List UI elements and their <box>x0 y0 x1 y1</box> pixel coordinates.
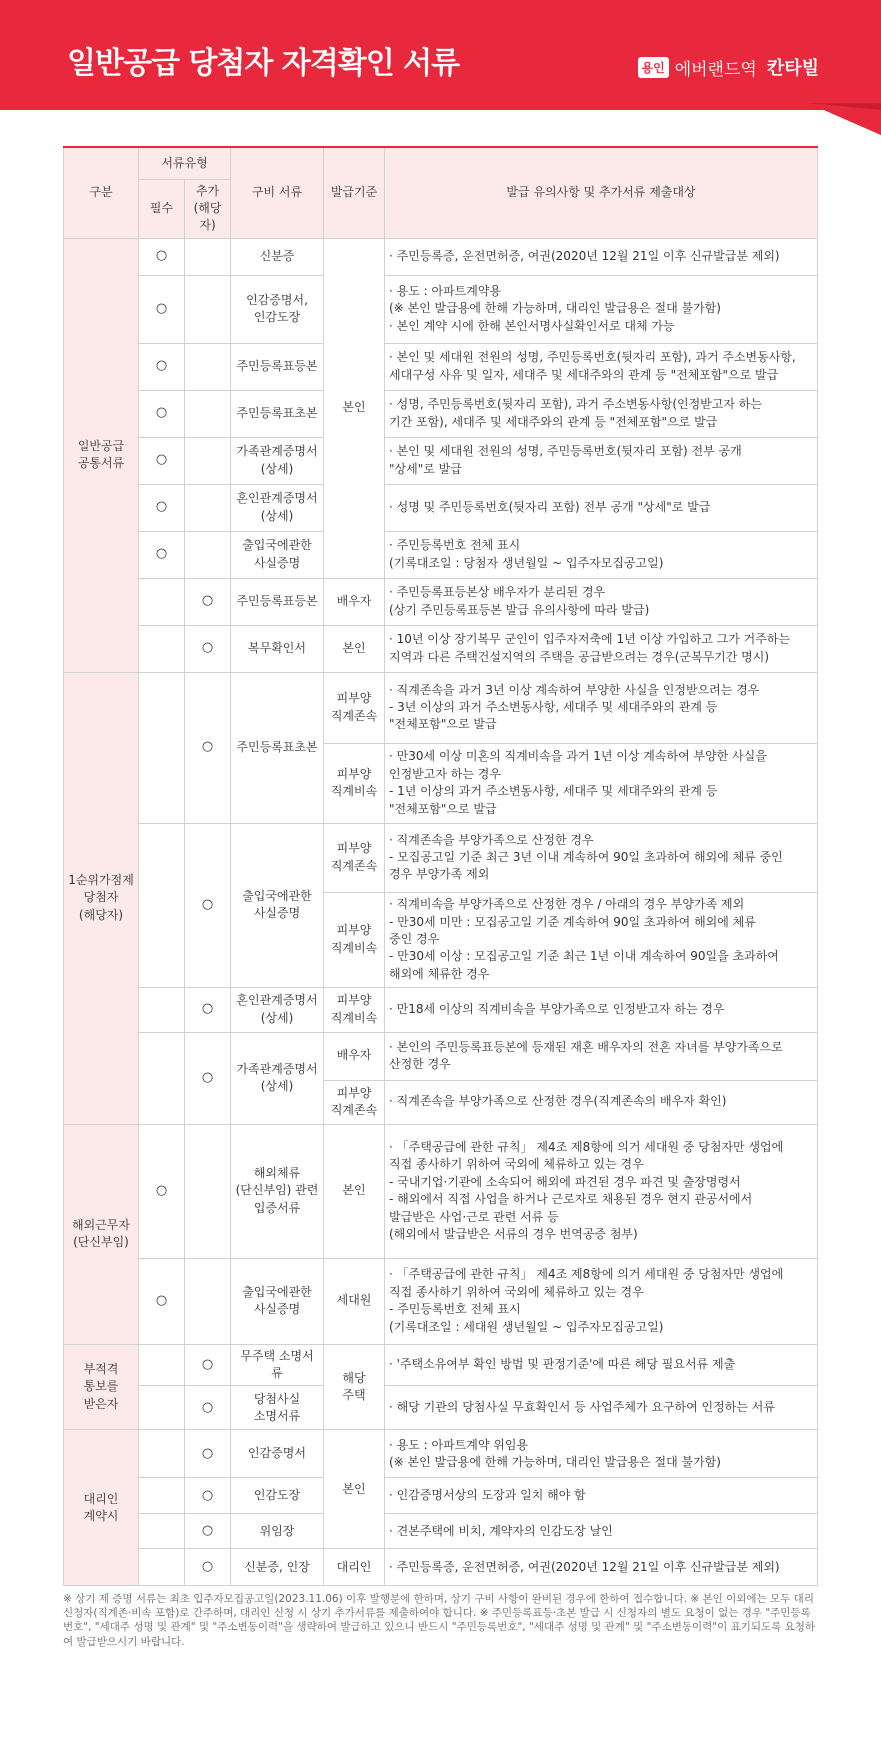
note: · 직계존속을 부양가족으로 산정한 경우 - 모집공고일 기준 최근 3년 이내 계속하여 90일 초과하여 해외에 체류 중인 경우 부양가족 제외 <box>385 823 818 892</box>
required-mark: ○ <box>139 390 185 437</box>
document-name: 신분증, 인장 <box>231 1549 324 1586</box>
additional-mark: ○ <box>185 625 231 672</box>
required-mark <box>139 823 185 987</box>
required-mark <box>139 672 185 823</box>
document-name: 주민등록표초본 <box>231 390 324 437</box>
additional-mark <box>185 275 231 343</box>
brand-name-bold: 칸타빌 <box>766 58 819 79</box>
additional-mark: ○ <box>185 1549 231 1586</box>
required-mark <box>139 987 185 1032</box>
required-mark <box>139 1032 185 1124</box>
required-mark: ○ <box>139 238 185 275</box>
header-issue-basis: 발급기준 <box>324 147 385 238</box>
document-name: 출입국에관한 사실증명 <box>231 823 324 987</box>
additional-mark: ○ <box>185 823 231 987</box>
section-label: 일반공급 공통서류 <box>64 238 139 672</box>
document-name: 가족관계증명서 (상세) <box>231 437 324 484</box>
section-label: 부적격 통보를 받은자 <box>64 1344 139 1430</box>
document-name: 주민등록표등본 <box>231 343 324 390</box>
note: · 해당 기관의 당첨사실 무효확인서 등 사업주체가 요구하여 인정하는 서류 <box>385 1386 818 1430</box>
section-label: 1순위가점제 당첨자 (해당자) <box>64 672 139 1124</box>
additional-mark: ○ <box>185 1386 231 1430</box>
issue-basis: 본인 <box>324 238 385 578</box>
note: · 주민등록표등본상 배우자가 분리된 경우 (상기 주민등록표등본 발급 유의사항에 따라 발급) <box>385 578 818 625</box>
note: · 주민등록번호 전체 표시 (기록대조일 : 당첨자 생년월일 ~ 입주자모집공고일) <box>385 531 818 578</box>
document-name: 무주택 소명서류 <box>231 1344 324 1386</box>
issue-basis: 본인 <box>324 625 385 672</box>
issue-basis: 배우자 <box>324 1032 385 1080</box>
note: · '주택소유여부 확인 방법 및 판정기준'에 따른 해당 필요서류 제출 <box>385 1344 818 1386</box>
issue-basis: 피부양 직계비속 <box>324 892 385 987</box>
issue-basis: 피부양 직계존속 <box>324 672 385 743</box>
document-name: 복무확인서 <box>231 625 324 672</box>
brand-name: 에버랜드역 <box>674 59 757 80</box>
document-name: 인감도장 <box>231 1478 324 1514</box>
required-mark: ○ <box>139 1258 185 1344</box>
page-header <box>0 0 881 135</box>
required-mark: ○ <box>139 437 185 484</box>
document-name: 주민등록표등본 <box>231 578 324 625</box>
additional-mark <box>185 484 231 531</box>
section-label: 대리인 계약시 <box>64 1430 139 1586</box>
brand-badge: 용인 <box>638 57 669 78</box>
note: · 성명 및 주민등록번호(뒷자리 포함) 전부 공개 "상세"로 발급 <box>385 484 818 531</box>
note: · 「주택공급에 관한 규칙」 제4조 제8항에 의거 세대원 중 당첨자만 생업에 직접 종사하기 위하여 국외에 체류하고 있는 경우 - 주민등록번호 전체 표시 (기록대조일 : 세대원 생년월일 ~ 입주자모집공고일) <box>385 1258 818 1344</box>
required-mark <box>139 1514 185 1549</box>
additional-mark <box>185 1124 231 1258</box>
note: · 만30세 이상 미혼의 직계비속을 과거 1년 이상 계속하여 부양한 사실을 인정받고자 하는 경우 - 1년 이상의 과거 주소변동사항, 세대주 및 세대주와의 관계 등 "전체포함"으로 발급 <box>385 743 818 823</box>
note: · 주민등록증, 운전면허증, 여권(2020년 12월 21일 이후 신규발급분 제외) <box>385 1549 818 1586</box>
issue-basis: 대리인 <box>324 1549 385 1586</box>
note: · 10년 이상 장기복무 군인이 입주자저축에 1년 이상 가입하고 그가 거주하는 지역과 다른 주택건설지역의 주택을 공급받으려는 경우(군복무기간 명시) <box>385 625 818 672</box>
additional-mark: ○ <box>185 1430 231 1478</box>
note: · 본인 및 세대원 전원의 성명, 주민등록번호(뒷자리 포함), 과거 주소변동사항, 세대구성 사유 및 일자, 세대주 및 세대주와의 관계 등 "전체포함"으로 발급 <box>385 343 818 390</box>
note: · 직계존속을 과거 3년 이상 계속하여 부양한 사실을 인정받으려는 경우 - 3년 이상의 과거 주소변동사항, 세대주 및 세대주와의 관계 등 "전체포함"으로 발급 <box>385 672 818 743</box>
required-mark <box>139 1478 185 1514</box>
additional-mark: ○ <box>185 1344 231 1386</box>
additional-mark: ○ <box>185 578 231 625</box>
note: · 본인의 주민등록표등본에 등재된 재혼 배우자의 전혼 자녀를 부양가족으로 산정한 경우 <box>385 1032 818 1080</box>
additional-mark <box>185 437 231 484</box>
issue-basis: 배우자 <box>324 578 385 625</box>
note: · 「주택공급에 관한 규칙」 제4조 제8항에 의거 세대원 중 당첨자만 생업에 직접 종사하기 위하여 국외에 체류하고 있는 경우 - 국내기업·기관에 소속되어 해외에 파견된 경우 파견 및 출장명령서 - 해외에서 직접 사업을 하거나 근로자로 채용된 경우 현지 관공서에서 발급받은 사업·근로 관련 서류 등 (해외에서 발급받은 서류의 경우 번역공증 첨부) <box>385 1124 818 1258</box>
additional-mark: ○ <box>185 1514 231 1549</box>
page-title: 일반공급 당첨자 자격확인 서류 <box>67 46 460 81</box>
note: · 주민등록증, 운전면허증, 여권(2020년 12월 21일 이후 신규발급분 제외) <box>385 238 818 275</box>
issue-basis: 세대원 <box>324 1258 385 1344</box>
header-additional: 추가 (해당자) <box>185 179 231 238</box>
required-mark <box>139 578 185 625</box>
required-mark <box>139 625 185 672</box>
additional-mark <box>185 390 231 437</box>
additional-mark: ○ <box>185 1032 231 1124</box>
required-mark: ○ <box>139 275 185 343</box>
header-notes: 발급 유의사항 및 추가서류 제출대상 <box>385 147 818 238</box>
note: · 직계비속을 부양가족으로 산정한 경우 / 아래의 경우 부양가족 제외 - 만30세 미만 : 모집공고일 기준 계속하여 90일 초과하여 해외에 체류 중인 경우 - 만30세 이상 : 모집공고일 기준 최근 1년 이내 계속하여 90일을 초과하여 해외에 체류한 경우 <box>385 892 818 987</box>
note: · 본인 및 세대원 전원의 성명, 주민등록번호(뒷자리 포함) 전부 공개 "상세"로 발급 <box>385 437 818 484</box>
document-name: 신분증 <box>231 238 324 275</box>
document-name: 해외체류 (단신부임) 관련 입증서류 <box>231 1124 324 1258</box>
required-mark <box>139 1549 185 1586</box>
required-mark <box>139 1430 185 1478</box>
document-name: 위임장 <box>231 1514 324 1549</box>
issue-basis: 피부양 직계존속 <box>324 1080 385 1124</box>
note: · 만18세 이상의 직계비속을 부양가족으로 인정받고자 하는 경우 <box>385 987 818 1032</box>
document-name: 가족관계증명서 (상세) <box>231 1032 324 1124</box>
document-name: 혼인관계증명서 (상세) <box>231 987 324 1032</box>
header-document: 구비 서류 <box>231 147 324 238</box>
issue-basis: 피부양 직계비속 <box>324 987 385 1032</box>
documents-table <box>63 146 818 1586</box>
issue-basis: 해당 주택 <box>324 1344 385 1430</box>
issue-basis: 피부양 직계비속 <box>324 743 385 823</box>
section-label: 해외근무자 (단신부임) <box>64 1124 139 1344</box>
required-mark <box>139 1344 185 1386</box>
note: · 용도 : 아파트계약용 (※ 본인 발급용에 한해 가능하며, 대리인 발급용은 절대 불가함) · 본인 계약 시에 한해 본인서명사실확인서로 대체 가능 <box>385 275 818 343</box>
note: · 성명, 주민등록번호(뒷자리 포함), 과거 주소변동사항(인정받고자 하는 기간 포함), 세대주 및 세대주와의 관계 등 "전체포함"으로 발급 <box>385 390 818 437</box>
note: · 견본주택에 비치, 계약자의 인감도장 날인 <box>385 1514 818 1549</box>
additional-mark <box>185 531 231 578</box>
document-name: 출입국에관한 사실증명 <box>231 531 324 578</box>
required-mark: ○ <box>139 1124 185 1258</box>
required-mark: ○ <box>139 531 185 578</box>
footnote: ※ 상기 제 증명 서류는 최초 입주자모집공고일(2023.11.06) 이후 발행분에 한하며, 상기 구비 사항이 완비된 경우에 한하여 접수합니다. ※ 본인 이외에는 모두 대리신청자(직계존·비속 포함)로 간주하며, 대리인 신청 시 상기 추가서류를 제출하여야 합니다. ※ 주민등록표등·초본 발급 시 신청자의 별도 요청이 없는 경우 "주민등록번호", "세대주 성명 및 관계" 및 "주소변동이력"을 생략하여 발급하고 있으니 반드시 "주민등록번호", "세대주 성명 및 관계" 및 "주소변동이력"이 표기되도록 요청하여 발급받으시기 바랍니다. <box>63 1593 816 1648</box>
document-name: 출입국에관한 사실증명 <box>231 1258 324 1344</box>
document-name: 당첨사실 소명서류 <box>231 1386 324 1430</box>
header-group: 구분 <box>64 147 139 238</box>
issue-basis: 본인 <box>324 1430 385 1549</box>
note: · 인감증명서상의 도장과 일치 해야 함 <box>385 1478 818 1514</box>
header-required: 필수 <box>139 179 185 238</box>
issue-basis: 피부양 직계존속 <box>324 823 385 892</box>
additional-mark <box>185 1258 231 1344</box>
additional-mark: ○ <box>185 987 231 1032</box>
document-name: 혼인관계증명서 (상세) <box>231 484 324 531</box>
additional-mark <box>185 238 231 275</box>
required-mark <box>139 1386 185 1430</box>
note: · 용도 : 아파트계약 위임용 (※ 본인 발급용에 한해 가능하며, 대리인 발급용은 절대 불가함) <box>385 1430 818 1478</box>
brand-logo <box>638 54 819 80</box>
additional-mark: ○ <box>185 672 231 823</box>
required-mark: ○ <box>139 484 185 531</box>
header-doc-type: 서류유형 <box>139 147 231 179</box>
additional-mark: ○ <box>185 1478 231 1514</box>
document-name: 인감증명서 <box>231 1430 324 1478</box>
issue-basis: 본인 <box>324 1124 385 1258</box>
document-name: 인감증명서, 인감도장 <box>231 275 324 343</box>
document-name: 주민등록표초본 <box>231 672 324 823</box>
note: · 직계존속을 부양가족으로 산정한 경우(직계존속의 배우자 확인) <box>385 1080 818 1124</box>
required-mark: ○ <box>139 343 185 390</box>
additional-mark <box>185 343 231 390</box>
